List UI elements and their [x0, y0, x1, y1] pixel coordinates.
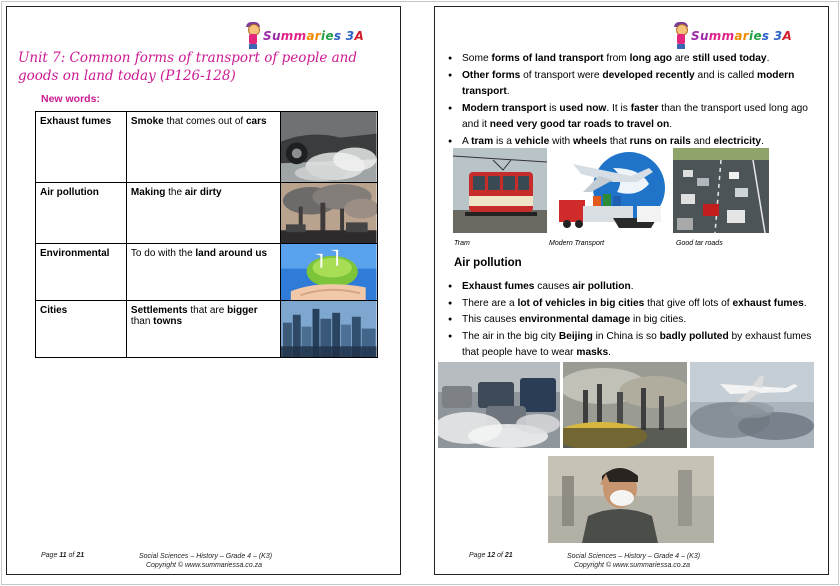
list-item: ● This causes environmental damage in big cities. [447, 312, 819, 329]
definition-cell: Settlements that are bigger than towns [126, 301, 281, 358]
logo-mascot-icon [673, 22, 689, 50]
page-total: 21 [504, 552, 513, 559]
copyright: Copyright © www.summariessa.co.za [573, 562, 691, 569]
table-row [36, 112, 378, 183]
good-tar-roads-image [673, 148, 769, 233]
page-12 [434, 6, 829, 575]
footer-credits [139, 552, 273, 570]
air-pollution-heading: Air pollution [454, 257, 522, 269]
term-cell: Environmental [36, 244, 127, 301]
traffic-exhaust-image [438, 362, 560, 448]
term-cell: Cities [36, 301, 127, 358]
page-num: 11 [59, 552, 67, 559]
list-item: ● A tram is a vehicle with wheels that runs on rails and electricity. [447, 134, 819, 151]
new-words-label: New words: [41, 93, 100, 105]
definition-cell: To do with the land around us [126, 244, 281, 301]
summaries-logo [245, 21, 364, 51]
list-item: ● The air in the big city Beijing in China is so badly polluted by exhaust fumes that people have to wear masks. [447, 329, 819, 362]
list-item: ● Some forms of land transport from long ago are still used today. [447, 51, 819, 68]
page-number [469, 552, 513, 559]
page-total: 21 [76, 552, 85, 559]
vocabulary-table [35, 111, 378, 358]
term-cell: Air pollution [36, 183, 127, 244]
list-item: ● Other forms of transport were developed recently and is called modern transport. [447, 68, 819, 101]
factory-smoke-image [281, 183, 378, 244]
car-exhaust-image [281, 112, 378, 183]
page-of: of [66, 552, 77, 559]
table-row [36, 244, 378, 301]
logo-text: Summaries 3A [691, 29, 793, 43]
course-name: Social Sciences – History – Grade 4 – (K3) [567, 553, 701, 560]
course-name: Social Sciences – History – Grade 4 – (K3) [139, 553, 273, 560]
city-skyline-image [281, 301, 378, 358]
list-item: ● Exhaust fumes causes air pollution. [447, 279, 819, 296]
table-row [36, 301, 378, 358]
logo-mascot-icon [245, 22, 261, 50]
page-prefix: Page [469, 552, 488, 559]
page-num: 12 [487, 552, 496, 559]
industrial-smog-image [563, 362, 687, 448]
unit-title: Unit 7: Common forms of transport of people and goods on land today (P126-128) [18, 50, 358, 84]
page-number [41, 552, 84, 559]
page-11 [6, 6, 401, 575]
modern-transport-image [553, 148, 667, 233]
page-prefix: Page [41, 552, 60, 559]
table-row [36, 183, 378, 244]
term-cell: Exhaust fumes [36, 112, 127, 183]
transport-bullets [447, 51, 819, 150]
caption-tram: Tram [454, 240, 470, 247]
page-of: of [495, 552, 505, 559]
copyright: Copyright © www.summariessa.co.za [145, 562, 263, 569]
list-item: ● Modern transport is used now. It is faster than the transport used long ago and it need very good tar roads to travel on. [447, 101, 819, 134]
logo-text: Summaries 3A [263, 29, 365, 43]
caption-good-tar-roads: Good tar roads [676, 240, 723, 247]
footer-credits [567, 552, 701, 570]
list-item: ● There are a lot of vehicles in big cities that give off lots of exhaust fumes. [447, 296, 819, 313]
airplane-fumes-image [690, 362, 814, 448]
definition-cell: Smoke that comes out of cars [126, 112, 281, 183]
green-globe-image [281, 244, 378, 301]
air-pollution-bullets [447, 279, 819, 362]
definition-cell: Making the air dirty [126, 183, 281, 244]
summaries-logo [673, 21, 792, 51]
caption-modern-transport: Modern Transport [549, 240, 605, 247]
tram-image [453, 148, 547, 233]
masked-man-image [548, 456, 714, 543]
